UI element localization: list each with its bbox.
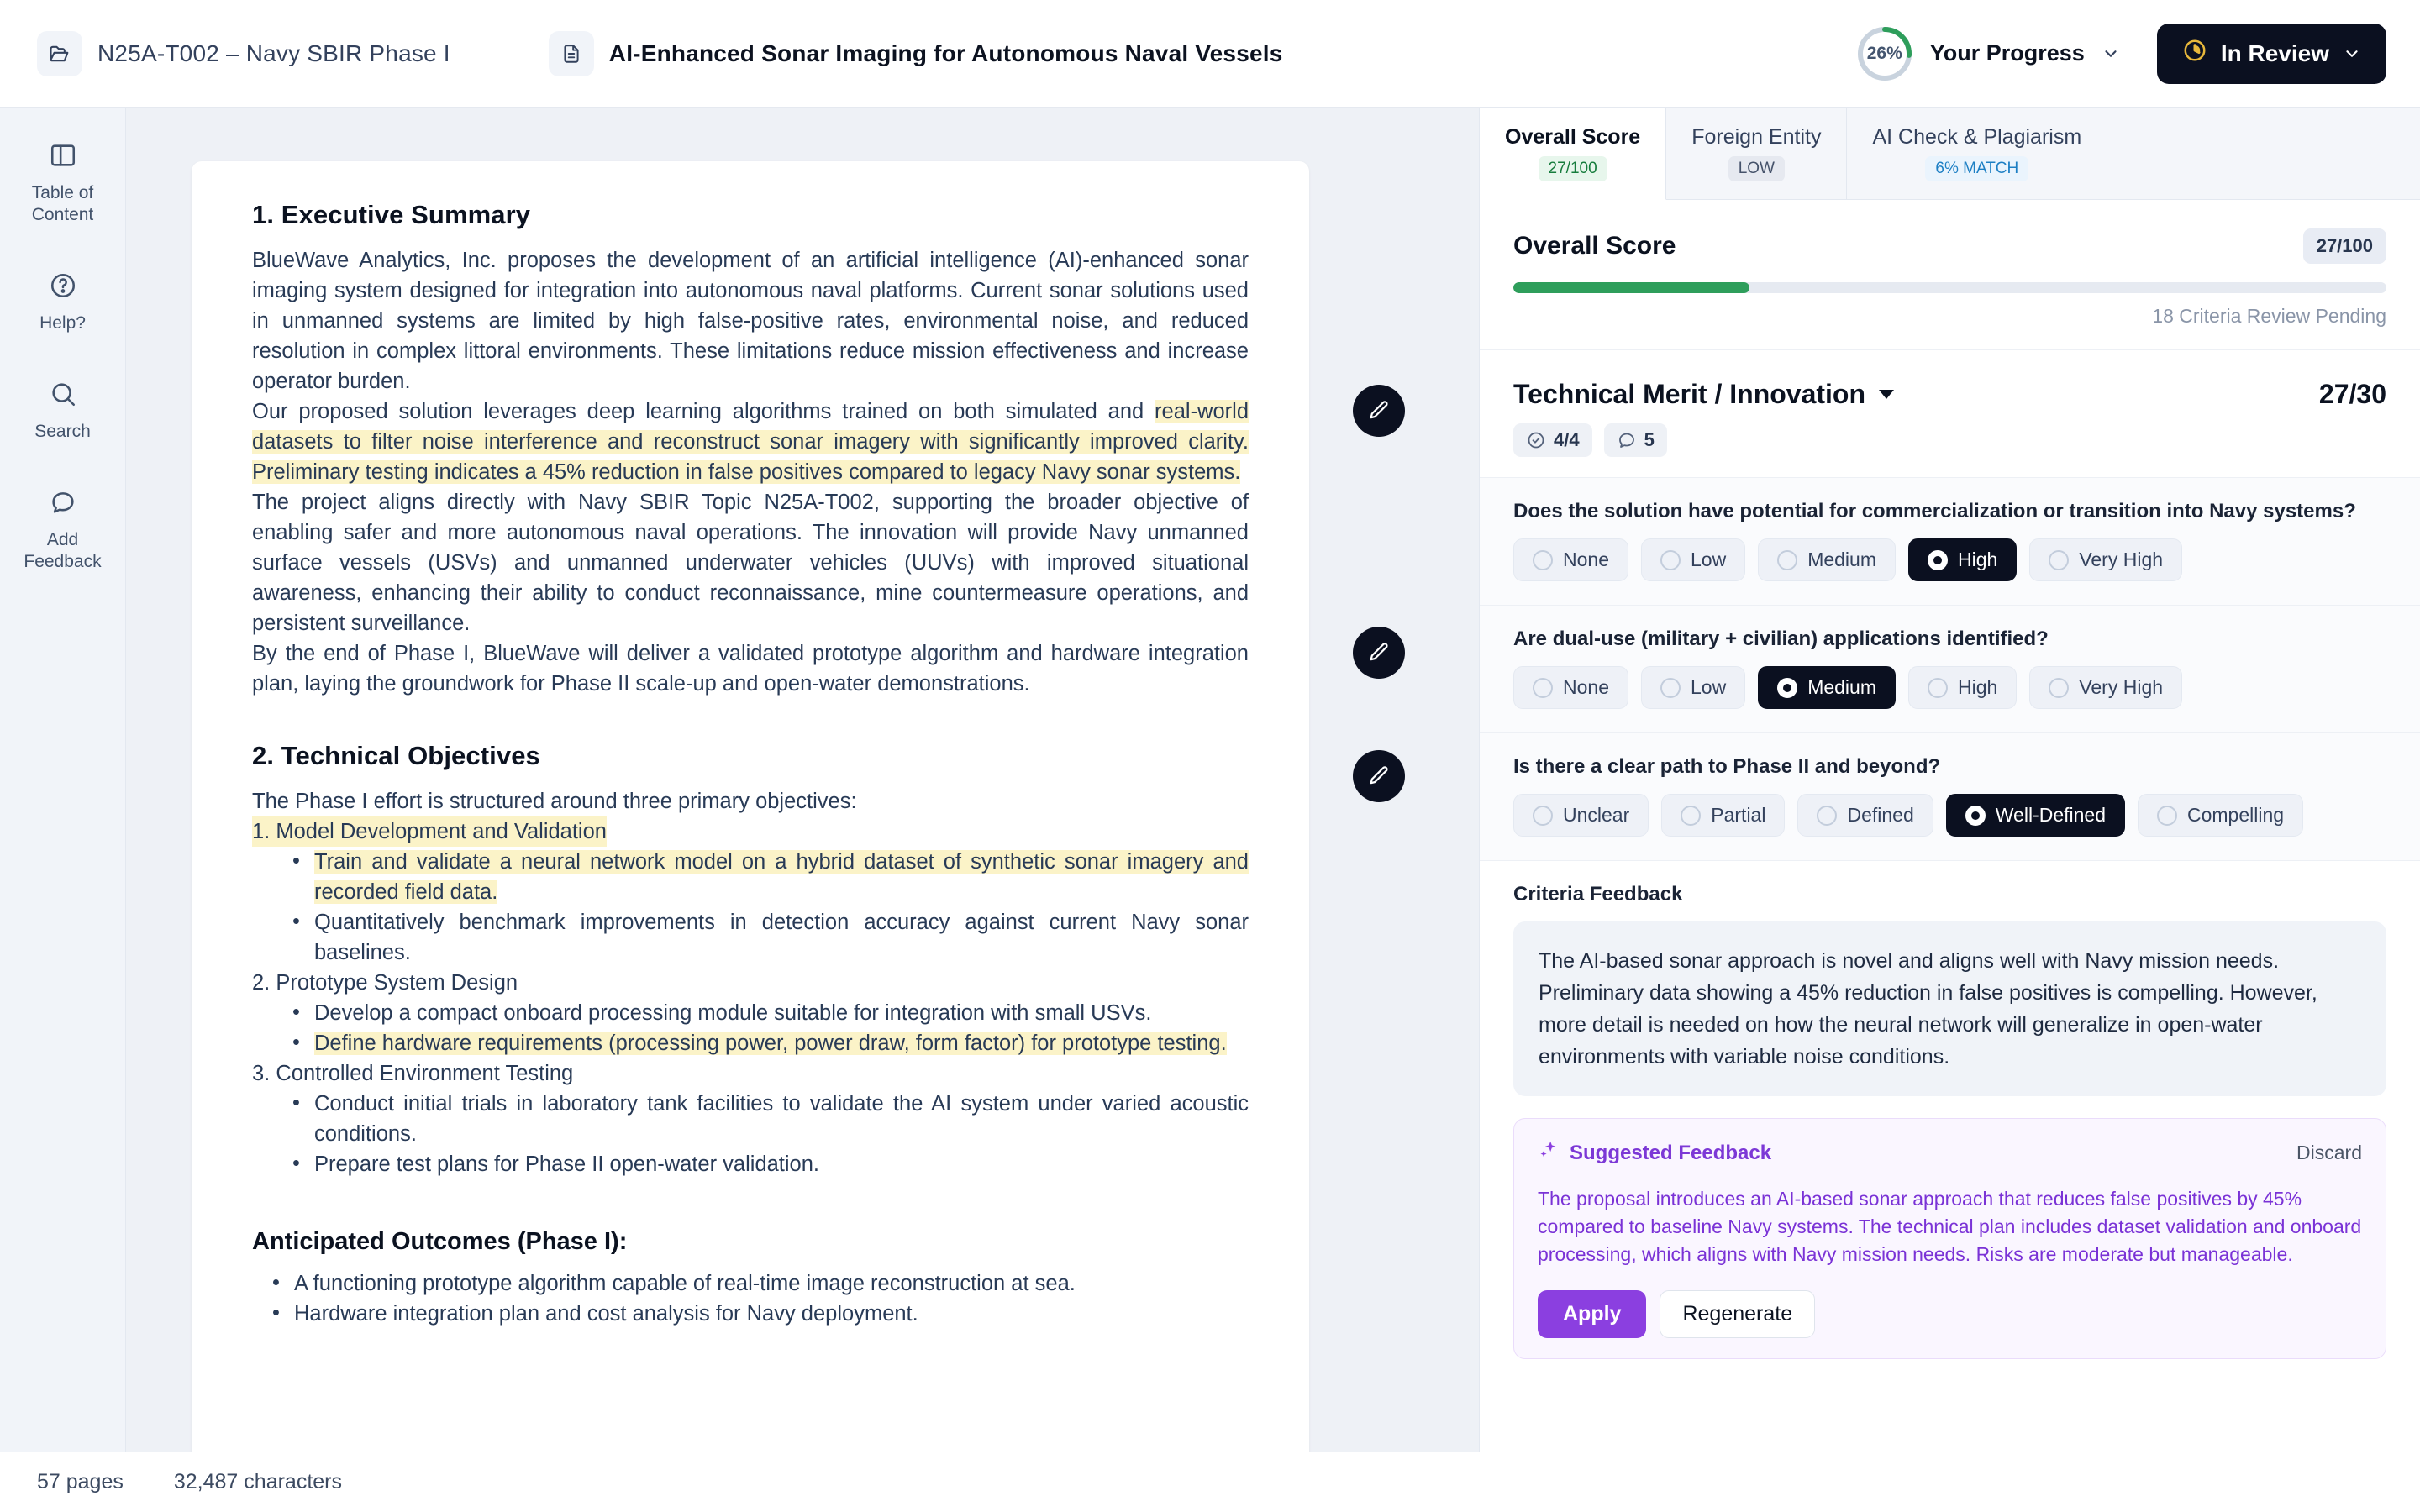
bullet-item bbox=[289, 998, 1249, 1028]
criteria-feedback-text[interactable]: The AI-based sonar approach is novel and aligns well with Navy mission needs. Preliminary data showing a 45% reduction in false positives is compelling. However, more detail is needed on how the neural network will generalize in open-water environments with variable noise conditions. bbox=[1513, 921, 2386, 1096]
chip-answered-count[interactable] bbox=[1513, 423, 1592, 457]
overall-score-bar-fill bbox=[1513, 282, 1749, 293]
rail-item-label: Search bbox=[34, 422, 91, 441]
question-circle-icon bbox=[49, 271, 77, 304]
radio-icon bbox=[1533, 806, 1553, 826]
panel-tabs bbox=[1480, 108, 2420, 200]
rail-item-label: Help? bbox=[39, 313, 86, 333]
question-text: Does the solution have potential for commercialization or transition into Navy systems? bbox=[1513, 500, 2356, 522]
radio-icon bbox=[2157, 806, 2177, 826]
option-partial[interactable] bbox=[1661, 794, 1785, 837]
top-bar-actions bbox=[1856, 24, 2420, 84]
status-footer bbox=[0, 1452, 2420, 1512]
objective-item bbox=[252, 1058, 1249, 1179]
option-well-defined[interactable] bbox=[1946, 794, 2125, 837]
paragraph-run: By the end of Phase I, BlueWave will deliver a validated prototype algorithm and hardware integration plan, laying the groundwork for Phase II scale-up and open-water demonstrations. bbox=[252, 642, 1249, 696]
edit-paragraph-button-1[interactable] bbox=[1353, 385, 1405, 437]
apply-button[interactable]: Apply bbox=[1538, 1290, 1646, 1338]
chip-label: 4/4 bbox=[1554, 429, 1580, 450]
regenerate-button[interactable]: Regenerate bbox=[1660, 1290, 1815, 1338]
breadcrumb-topic-label: N25A-T002 – Navy SBIR Phase I bbox=[97, 39, 450, 66]
radio-icon-selected bbox=[1965, 806, 1986, 826]
option-low[interactable] bbox=[1641, 666, 1745, 709]
option-medium[interactable] bbox=[1758, 666, 1896, 709]
top-bar bbox=[0, 0, 2420, 108]
radio-icon bbox=[2049, 678, 2069, 698]
section-intro: The Phase I effort is structured around three primary objectives: bbox=[252, 790, 857, 813]
bullet-text: Prepare test plans for Phase II open-water validation. bbox=[314, 1152, 820, 1176]
bullet-item bbox=[289, 847, 1249, 907]
paragraph bbox=[252, 245, 1249, 396]
criteria-feedback-block bbox=[1480, 860, 2420, 1096]
objectives-list bbox=[252, 816, 1249, 1179]
status-label: In Review bbox=[2220, 39, 2329, 66]
paragraph-run: BlueWave Analytics, Inc. proposes the development of an artificial intelligence (AI)-enhanced sonar imaging system designed for integration into autonomous naval platforms. Current sonar solutions used in unmanned systems are limited by high false-positive rates, environmental noise, and reduced resolution in complex littoral environments. These limitations reduce mission effectiveness and increase operator burden. bbox=[252, 249, 1249, 393]
criteria-header bbox=[1480, 350, 2420, 477]
review-panel bbox=[1479, 108, 2420, 1452]
question-options bbox=[1513, 794, 2386, 837]
objective-title: 1. Model Development and Validation bbox=[252, 816, 607, 847]
bullet-text: Quantitatively benchmark improvements in detection accuracy against current Navy sonar baselines. bbox=[314, 911, 1249, 964]
check-circle-icon bbox=[1526, 430, 1546, 450]
question-options bbox=[1513, 666, 2386, 709]
option-defined[interactable] bbox=[1797, 794, 1933, 837]
radio-icon bbox=[1533, 678, 1553, 698]
comment-icon bbox=[49, 488, 77, 521]
suggested-feedback-text: The proposal introduces an AI-based sonar approach that reduces false positives by 45% compared to baseline Navy systems. The technical plan includes dataset validation and onboard processing, which aligns with Navy mission needs. Risks are moderate but manageable. bbox=[1538, 1188, 2362, 1265]
radio-icon bbox=[1681, 806, 1701, 826]
radio-icon bbox=[2049, 550, 2069, 570]
highlighted-run: Define hardware requirements (processing power, power draw, form factor) for prototype testing. bbox=[314, 1032, 1227, 1055]
option-label: High bbox=[1958, 549, 1998, 570]
criteria-pending-text: 18 Criteria Review Pending bbox=[2152, 305, 2386, 327]
overall-score-row bbox=[1513, 228, 2386, 264]
status-badge: 27/100 bbox=[1539, 156, 1607, 181]
option-label: Medium bbox=[1807, 676, 1876, 698]
criteria-feedback-label: Criteria Feedback bbox=[1513, 883, 1683, 906]
radio-icon-selected bbox=[1928, 550, 1948, 570]
tab-overall-score[interactable] bbox=[1480, 108, 1666, 200]
progress-ring bbox=[1856, 25, 1913, 82]
option-none[interactable] bbox=[1513, 666, 1628, 709]
option-label: Low bbox=[1690, 549, 1727, 570]
tab-label: Foreign Entity bbox=[1691, 125, 1822, 149]
question-options bbox=[1513, 538, 2386, 581]
rail-item-add-feedback[interactable] bbox=[10, 488, 116, 573]
sparkle-icon bbox=[1538, 1139, 1560, 1167]
bullet-item bbox=[289, 1149, 1249, 1179]
option-label: Unclear bbox=[1563, 804, 1630, 826]
highlighted-run: Train and validate a neural network model on a hybrid dataset of synthetic sonar imagery and recorded field data. bbox=[314, 850, 1249, 904]
chip-comment-count[interactable] bbox=[1604, 423, 1667, 457]
option-label: Very High bbox=[2079, 676, 2164, 698]
page-count: 57 pages bbox=[37, 1470, 124, 1494]
radio-icon bbox=[1533, 550, 1553, 570]
suggested-feedback-title: Suggested Feedback bbox=[1570, 1141, 1772, 1164]
option-label: Well-Defined bbox=[1995, 804, 2106, 826]
suggested-feedback-header bbox=[1538, 1139, 2362, 1167]
folder-icon bbox=[37, 31, 82, 76]
criteria-title-dropdown[interactable] bbox=[1513, 379, 1894, 410]
chevron-down-icon bbox=[1879, 390, 1894, 399]
bullet-text: Conduct initial trials in laboratory tank facilities to validate the AI system under varied acoustic conditions. bbox=[314, 1092, 1249, 1146]
objective-bullets bbox=[289, 998, 1249, 1058]
radio-icon bbox=[1817, 806, 1837, 826]
criteria-header-row bbox=[1513, 379, 2386, 410]
objective-bullets bbox=[289, 847, 1249, 968]
comment-icon bbox=[1617, 430, 1637, 450]
option-label: Low bbox=[1690, 676, 1727, 698]
rail-item-help[interactable] bbox=[10, 271, 116, 334]
option-label: High bbox=[1958, 676, 1998, 698]
list-item: • Hardware integration plan and cost analysis for Navy deployment. bbox=[271, 1299, 1249, 1329]
overall-score-block bbox=[1480, 200, 2420, 350]
your-progress-control[interactable] bbox=[1856, 25, 2120, 82]
option-high[interactable] bbox=[1908, 538, 2017, 581]
paragraph bbox=[252, 638, 1249, 699]
radio-icon-selected bbox=[1777, 678, 1797, 698]
outcomes-heading: Anticipated Outcomes (Phase I): bbox=[252, 1228, 628, 1255]
radio-icon bbox=[1928, 678, 1948, 698]
outcomes-list bbox=[271, 1268, 1249, 1329]
breadcrumb-document-label: AI-Enhanced Sonar Imaging for Autonomous Naval Vessels bbox=[608, 39, 1283, 66]
option-label: Partial bbox=[1711, 804, 1766, 826]
objective-title: 2. Prototype System Design bbox=[252, 971, 518, 995]
overall-score-bar bbox=[1513, 282, 2386, 293]
option-unclear[interactable] bbox=[1513, 794, 1649, 837]
panel-layout-icon bbox=[49, 141, 77, 174]
document-page bbox=[192, 161, 1309, 1452]
paragraph-run: Our proposed solution leverages deep learning algorithms trained on both simulated and bbox=[252, 400, 1155, 423]
tab-foreign-entity[interactable] bbox=[1666, 108, 1847, 199]
status-button[interactable] bbox=[2157, 24, 2386, 84]
option-low[interactable] bbox=[1641, 538, 1745, 581]
tab-label: AI Check & Plagiarism bbox=[1872, 125, 2082, 149]
option-label: None bbox=[1563, 549, 1609, 570]
left-rail bbox=[0, 108, 126, 1452]
paragraph bbox=[252, 396, 1249, 487]
option-medium[interactable] bbox=[1758, 538, 1896, 581]
clock-icon bbox=[2182, 38, 2207, 69]
progress-label: Your Progress bbox=[1929, 40, 2085, 66]
rail-item-search[interactable] bbox=[10, 380, 116, 443]
chevron-down-icon bbox=[2102, 45, 2120, 63]
suggested-feedback-actions bbox=[1538, 1290, 2362, 1338]
document-body bbox=[252, 200, 1249, 1329]
criteria-chips bbox=[1513, 423, 2386, 457]
character-count: 32,487 characters bbox=[173, 1470, 342, 1494]
objective-title: 3. Controlled Environment Testing bbox=[252, 1062, 574, 1085]
objective-item bbox=[252, 968, 1249, 1058]
radio-icon bbox=[1777, 550, 1797, 570]
bullet-text: Develop a compact onboard processing module suitable for integration with small USVs. bbox=[314, 1001, 1152, 1025]
option-label: Very High bbox=[2079, 549, 2164, 570]
option-very-high[interactable] bbox=[2029, 666, 2182, 709]
breadcrumb-document[interactable] bbox=[512, 31, 1283, 76]
radio-icon bbox=[1660, 550, 1681, 570]
paragraph bbox=[252, 487, 1249, 638]
objective-bullets bbox=[289, 1089, 1249, 1179]
document-icon bbox=[549, 31, 594, 76]
option-compelling[interactable] bbox=[2138, 794, 2303, 837]
question-block bbox=[1480, 477, 2420, 605]
section-heading: 1. Executive Summary bbox=[252, 200, 531, 229]
objective-item bbox=[252, 816, 1249, 968]
discard-button[interactable]: Discard bbox=[2296, 1142, 2362, 1163]
status-badge: LOW bbox=[1728, 156, 1785, 181]
radio-icon bbox=[1660, 678, 1681, 698]
breadcrumb-topic[interactable] bbox=[0, 31, 450, 76]
bullet-item bbox=[289, 1089, 1249, 1149]
question-text: Are dual-use (military + civilian) applications identified? bbox=[1513, 627, 2049, 650]
chip-label: 5 bbox=[1644, 429, 1655, 450]
paragraph-run: The project aligns directly with Navy SBIR Topic N25A-T002, supporting the broader objective of enabling safer and more autonomous naval operations. The innovation will provide Navy unmanned surface vessels (USVs) and unmanned underwater vehicles (UUVs) with improved situational awareness, enhancing their ability to conduct reconnaissance, mine countermeasure operations, and persistent surveillance. bbox=[252, 491, 1249, 635]
question-block bbox=[1480, 732, 2420, 860]
tabs-filler bbox=[2107, 108, 2420, 199]
option-label: Medium bbox=[1807, 549, 1876, 570]
question-block bbox=[1480, 605, 2420, 732]
question-text: Is there a clear path to Phase II and beyond? bbox=[1513, 755, 1941, 778]
tab-label: Overall Score bbox=[1505, 125, 1641, 149]
tab-ai-check-plagiarism[interactable] bbox=[1847, 108, 2107, 199]
overall-score-pill: 27/100 bbox=[2303, 228, 2386, 264]
edit-paragraph-button-3[interactable] bbox=[1353, 750, 1405, 802]
rail-item-table-of-content[interactable] bbox=[10, 141, 116, 226]
suggested-feedback-card bbox=[1513, 1118, 2386, 1359]
option-very-high[interactable] bbox=[2029, 538, 2182, 581]
criteria-title: Technical Merit / Innovation bbox=[1513, 379, 1866, 409]
option-high[interactable] bbox=[1908, 666, 2017, 709]
rail-item-label: Table of Content bbox=[31, 183, 94, 224]
edit-paragraph-button-2[interactable] bbox=[1353, 627, 1405, 679]
search-icon bbox=[49, 380, 77, 412]
option-none[interactable] bbox=[1513, 538, 1628, 581]
criteria-score: 27/30 bbox=[2318, 379, 2386, 409]
highlighted-run: real-world datasets to filter noise interference and reconstruct sonar imagery with significantly improved clarity. Preliminary testing indicates a 45% reduction in false positives compared to legacy Navy sonar systems. bbox=[252, 400, 1249, 484]
chevron-down-icon bbox=[2343, 45, 2361, 63]
option-label: None bbox=[1563, 676, 1609, 698]
overall-score-title: Overall Score bbox=[1513, 232, 1676, 260]
option-label: Defined bbox=[1847, 804, 1914, 826]
list-item: • A functioning prototype algorithm capable of real-time image reconstruction at sea. bbox=[271, 1268, 1249, 1299]
status-badge: 6% MATCH bbox=[1925, 156, 2028, 181]
rail-item-label: Add Feedback bbox=[24, 530, 102, 571]
suggested-feedback-title-wrap bbox=[1538, 1139, 1771, 1167]
progress-percent: 26% bbox=[1866, 43, 1902, 63]
section-heading: 2. Technical Objectives bbox=[252, 741, 540, 770]
bullet-item bbox=[289, 907, 1249, 968]
option-label: Compelling bbox=[2187, 804, 2285, 826]
document-canvas bbox=[126, 108, 1479, 1452]
bullet-item bbox=[289, 1028, 1249, 1058]
